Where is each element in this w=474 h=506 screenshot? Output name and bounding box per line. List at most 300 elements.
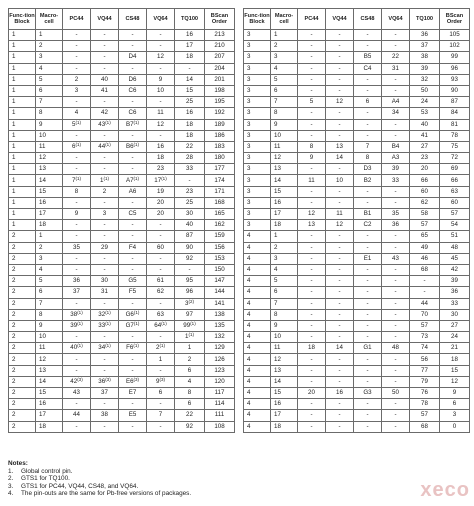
function-block-cell: 3: [244, 141, 271, 152]
table-row: [244, 85, 470, 96]
function-block-cell: 4: [244, 376, 271, 387]
function-block-cell: 3: [244, 175, 271, 186]
pin-cell: 6$^{(1)}$: [63, 141, 91, 152]
pin-cell: -: [298, 63, 326, 74]
pin-cell: 3: [63, 85, 91, 96]
macrocell-cell: 5: [271, 74, 298, 85]
pin-cell: 63: [147, 309, 175, 320]
pin-cell: -: [147, 41, 175, 52]
pin-cell: F6$^{(1)}$: [119, 343, 147, 354]
macrocell-cell: 12: [271, 153, 298, 164]
pin-cell: 75: [440, 141, 470, 152]
macrocell-cell: 17: [271, 209, 298, 220]
pin-cell: 32$^{(1)}$: [91, 309, 119, 320]
pin-cell: 99: [440, 52, 470, 63]
function-block-cell: 2: [9, 421, 36, 432]
pin-cell: -: [382, 410, 410, 421]
function-block-cell: 2: [9, 264, 36, 275]
table-row: [9, 320, 235, 331]
pin-cell: -: [326, 197, 354, 208]
macrocell-cell: 8: [271, 309, 298, 320]
pin-cell: -: [298, 410, 326, 421]
pin-cell: 9: [63, 209, 91, 220]
pin-cell: C6: [119, 85, 147, 96]
footnote-ref: (1): [133, 320, 140, 326]
function-block-cell: 1: [9, 141, 36, 152]
pin-cell: 96: [440, 63, 470, 74]
macrocell-cell: 8: [36, 108, 63, 119]
pin-cell: 72: [440, 153, 470, 164]
pin-cell: -: [354, 399, 382, 410]
pin-cell: 6: [440, 399, 470, 410]
column-header: Func-tion Block: [9, 9, 36, 30]
table-row: [244, 231, 470, 242]
function-block-cell: 3: [244, 85, 271, 96]
pin-cell: 0: [440, 421, 470, 432]
function-block-cell: 1: [9, 119, 36, 130]
function-block-cell: 4: [244, 410, 271, 421]
function-block-cell: 2: [9, 399, 36, 410]
pin-cell: -: [382, 309, 410, 320]
macrocell-cell: 17: [36, 410, 63, 421]
table-row: [244, 320, 470, 331]
pin-cell: -: [326, 108, 354, 119]
table-row: [244, 309, 470, 320]
note-1: 1. Global control pin.: [8, 467, 73, 475]
pin-cell: -: [354, 287, 382, 298]
macrocell-cell: 14: [271, 175, 298, 186]
pin-cell: 9$^{(3)}$: [147, 376, 175, 387]
pin-cell: 11: [147, 108, 175, 119]
pin-cell: -: [326, 186, 354, 197]
pin-cell: -: [326, 309, 354, 320]
pin-cell: 33: [175, 164, 205, 175]
macrocell-cell: 1: [36, 231, 63, 242]
table-row: [244, 164, 470, 175]
pin-cell: -: [382, 85, 410, 96]
pin-cell: 60: [410, 186, 440, 197]
pin-cell: 12: [326, 220, 354, 231]
function-block-cell: 4: [244, 231, 271, 242]
pin-cell: 25: [175, 97, 205, 108]
macrocell-cell: 2: [36, 41, 63, 52]
table-row: [9, 74, 235, 85]
pin-cell: -: [298, 309, 326, 320]
pin-cell: 14: [326, 343, 354, 354]
pin-cell: C4: [354, 63, 382, 74]
macrocell-cell: 12: [36, 153, 63, 164]
pin-cell: 38: [410, 52, 440, 63]
table-row: [244, 287, 470, 298]
pin-cell: D3: [354, 164, 382, 175]
macrocell-cell: 18: [271, 220, 298, 231]
function-block-cell: 1: [9, 63, 36, 74]
pin-cell: 204: [205, 63, 235, 74]
macrocell-cell: 11: [271, 343, 298, 354]
pin-cell: 68: [410, 264, 440, 275]
pin-cell: 13: [326, 141, 354, 152]
pin-cell: -: [382, 130, 410, 141]
pin-cell: 162: [205, 220, 235, 231]
macrocell-cell: 3: [36, 253, 63, 264]
pin-cell: 11: [326, 209, 354, 220]
function-block-cell: 4: [244, 242, 271, 253]
macrocell-cell: 1: [36, 30, 63, 41]
macrocell-cell: 18: [271, 421, 298, 432]
function-block-cell: 2: [9, 354, 36, 365]
pin-cell: 135: [205, 320, 235, 331]
macrocell-cell: 15: [271, 186, 298, 197]
pin-cell: -: [298, 253, 326, 264]
macrocell-cell: 3: [36, 52, 63, 63]
function-block-cell: 2: [9, 276, 36, 287]
note-4: 4. The pin-outs are the same for Pb-free versions of packages.: [8, 490, 192, 498]
pin-cell: -: [354, 231, 382, 242]
pin-cell: -: [298, 421, 326, 432]
pin-cell: 3$^{(2)}$: [175, 298, 205, 309]
column-header: PC44: [298, 9, 326, 30]
macrocell-cell: 4: [271, 264, 298, 275]
pin-cell: 3: [91, 209, 119, 220]
function-block-cell: 4: [244, 298, 271, 309]
macrocell-cell: 16: [36, 197, 63, 208]
macrocell-cell: 9: [36, 119, 63, 130]
pin-cell: 21: [440, 343, 470, 354]
pin-cell: C5: [119, 209, 147, 220]
column-header: TQ100: [175, 9, 205, 30]
footnote-ref: (1): [133, 309, 140, 315]
pin-cell: 177: [205, 164, 235, 175]
pin-cell: 43: [63, 388, 91, 399]
pin-cell: B1: [354, 209, 382, 220]
macrocell-cell: 1: [271, 231, 298, 242]
table-row: [9, 108, 235, 119]
pin-cell: -: [326, 354, 354, 365]
macrocell-cell: 11: [36, 343, 63, 354]
table-row: [244, 421, 470, 432]
column-header: CS48: [354, 9, 382, 30]
pin-cell: -: [119, 130, 147, 141]
macrocell-cell: 16: [36, 399, 63, 410]
pin-cell: 12: [440, 376, 470, 387]
function-block-cell: 4: [244, 287, 271, 298]
macrocell-cell: 17: [271, 410, 298, 421]
pin-cell: -: [119, 153, 147, 164]
note-text: GTS1 for TQ100.: [21, 475, 70, 483]
macrocell-cell: 6: [36, 287, 63, 298]
macrocell-cell: 4: [36, 264, 63, 275]
pin-cell: -: [119, 231, 147, 242]
pin-cell: A4: [382, 97, 410, 108]
column-header: VQ64: [147, 9, 175, 30]
function-block-cell: 1: [9, 97, 36, 108]
footnote-ref: (1): [105, 320, 111, 326]
pin-cell: 46: [410, 253, 440, 264]
pin-cell: -: [382, 287, 410, 298]
pin-cell: 201: [205, 74, 235, 85]
pin-cell: G3: [354, 388, 382, 399]
table-row: [9, 365, 235, 376]
pin-cell: -: [91, 365, 119, 376]
pin-cell: 69: [440, 164, 470, 175]
table-row: [244, 242, 470, 253]
pin-cell: 58: [410, 209, 440, 220]
pin-cell: -: [326, 276, 354, 287]
macrocell-cell: 2: [271, 41, 298, 52]
pin-cell: -: [298, 52, 326, 63]
pin-cell: 66: [410, 175, 440, 186]
pin-cell: 198: [205, 85, 235, 96]
table-row: [9, 399, 235, 410]
footnote-ref: (1): [77, 309, 83, 315]
watermark-logo: xeco: [420, 479, 470, 501]
pin-cell: 40: [175, 220, 205, 231]
pin-cell: -: [147, 30, 175, 41]
notes-title: Notes:: [8, 460, 28, 467]
pin-cell: F4: [119, 242, 147, 253]
table-row: [9, 231, 235, 242]
pin-cell: 77: [410, 365, 440, 376]
pin-cell: -: [298, 41, 326, 52]
pin-cell: 9: [298, 153, 326, 164]
pin-cell: 138: [205, 309, 235, 320]
pin-cell: -: [354, 421, 382, 432]
pin-cell: 126: [205, 354, 235, 365]
pin-cell: -: [382, 365, 410, 376]
function-block-cell: 1: [9, 175, 36, 186]
pin-cell: -: [382, 186, 410, 197]
pin-cell: 27: [440, 320, 470, 331]
pin-cell: 65: [410, 231, 440, 242]
note-3: 3. GTS1 for PC44, VQ44, CS48, and VQ64.: [8, 482, 139, 490]
pin-cell: 57: [410, 220, 440, 231]
pin-cell: -: [119, 63, 147, 74]
function-block-cell: 3: [244, 52, 271, 63]
table-row: [9, 52, 235, 63]
function-block-cell: 3: [244, 108, 271, 119]
pin-cell: -: [382, 41, 410, 52]
pin-cell: 5: [298, 97, 326, 108]
macrocell-cell: 15: [36, 186, 63, 197]
pin-cell: -: [91, 197, 119, 208]
pin-cell: -: [354, 320, 382, 331]
pin-cell: E7: [119, 388, 147, 399]
table-row: [244, 354, 470, 365]
pin-cell: 44: [410, 298, 440, 309]
pin-cell: -: [382, 376, 410, 387]
table-row: [9, 153, 235, 164]
column-header: VQ64: [382, 9, 410, 30]
pin-cell: -: [354, 309, 382, 320]
pin-cell: -: [63, 30, 91, 41]
pin-cell: 102: [440, 41, 470, 52]
pin-cell: 16: [147, 141, 175, 152]
pin-cell: E6$^{(3)}$: [119, 376, 147, 387]
pin-cell: 9: [147, 74, 175, 85]
macrocell-cell: 7: [271, 298, 298, 309]
macrocell-cell: 6: [36, 85, 63, 96]
pin-cell: -: [354, 264, 382, 275]
pin-cell: 70: [410, 309, 440, 320]
table-row: [244, 141, 470, 152]
pin-cell: -: [119, 97, 147, 108]
pin-cell: 168: [205, 197, 235, 208]
function-block-cell: 3: [244, 197, 271, 208]
pin-cell: 41: [410, 130, 440, 141]
table-row: [9, 119, 235, 130]
pin-cell: 43$^{(1)}$: [91, 119, 119, 130]
pin-cell: -: [175, 264, 205, 275]
pin-cell: 39: [440, 276, 470, 287]
pin-cell: -: [119, 264, 147, 275]
macrocell-cell: 9: [271, 320, 298, 331]
table-row: [244, 130, 470, 141]
footnote-ref: (3): [159, 376, 165, 382]
pin-cell: 45: [440, 253, 470, 264]
function-block-cell: 4: [244, 343, 271, 354]
table-row: [244, 175, 470, 186]
pin-cell: -: [91, 421, 119, 432]
footnote-ref: (1): [75, 175, 81, 181]
table-row: [9, 343, 235, 354]
column-header: TQ100: [410, 9, 440, 30]
function-block-cell: 3: [244, 164, 271, 175]
pin-cell: -: [326, 421, 354, 432]
pin-cell: 87: [175, 231, 205, 242]
pin-cell: -: [119, 197, 147, 208]
pin-cell: A3: [382, 153, 410, 164]
table-row: [244, 332, 470, 343]
pin-cell: 120: [205, 376, 235, 387]
pin-cell: -: [326, 410, 354, 421]
pin-cell: 192: [205, 108, 235, 119]
macrocell-cell: 13: [36, 164, 63, 175]
pin-cell: 36: [382, 220, 410, 231]
table-row: [244, 97, 470, 108]
pin-cell: 43: [382, 253, 410, 264]
table-row: [9, 30, 235, 41]
macrocell-cell: 15: [271, 388, 298, 399]
function-block-cell: 2: [9, 388, 36, 399]
pin-cell: -: [298, 376, 326, 387]
table-row: [9, 354, 235, 365]
function-block-cell: 3: [244, 153, 271, 164]
table-row: [9, 85, 235, 96]
pin-cell: 4: [175, 376, 205, 387]
pin-cell: 23: [147, 164, 175, 175]
pin-cell: 12: [326, 97, 354, 108]
macrocell-cell: 2: [271, 242, 298, 253]
column-header: CS48: [119, 9, 147, 30]
footnote-ref: (1): [105, 343, 111, 349]
macrocell-cell: 1: [271, 30, 298, 41]
pin-cell: 51: [440, 231, 470, 242]
pin-cell: -: [382, 119, 410, 130]
footnote-ref: (3): [77, 376, 83, 382]
pin-cell: -: [63, 399, 91, 410]
pin-cell: 97: [175, 309, 205, 320]
macrocell-cell: 5: [36, 276, 63, 287]
pin-cell: 41: [91, 85, 119, 96]
function-block-cell: 1: [9, 52, 36, 63]
function-block-cell: 2: [9, 298, 36, 309]
pin-cell: -: [326, 74, 354, 85]
pin-cell: -: [91, 153, 119, 164]
pin-cell: 30: [175, 209, 205, 220]
table-row: [244, 365, 470, 376]
pin-cell: -: [63, 130, 91, 141]
footnote-ref: (1): [77, 343, 83, 349]
pin-cell: 123: [205, 365, 235, 376]
pin-cell: 17$^{(1)}$: [147, 175, 175, 186]
table-row: [244, 197, 470, 208]
pin-cell: 4: [63, 108, 91, 119]
macrocell-cell: 6: [271, 287, 298, 298]
pin-cell: 183: [205, 141, 235, 152]
pin-cell: 24: [410, 97, 440, 108]
pin-cell: -: [354, 298, 382, 309]
pin-cell: 36$^{(3)}$: [91, 376, 119, 387]
pin-cell: 68: [410, 421, 440, 432]
footnote-ref: (1): [77, 320, 83, 326]
pin-cell: -: [298, 231, 326, 242]
pin-cell: -: [382, 399, 410, 410]
pin-cell: -: [326, 41, 354, 52]
pin-cell: -: [147, 63, 175, 74]
pin-cell: 76: [410, 388, 440, 399]
header-row: [244, 9, 470, 30]
pin-cell: 60: [147, 242, 175, 253]
function-block-cell: 1: [9, 130, 36, 141]
function-block-cell: 4: [244, 320, 271, 331]
function-block-cell: 3: [244, 97, 271, 108]
column-header: PC44: [63, 9, 91, 30]
pin-cell: 2: [175, 354, 205, 365]
function-block-cell: 1: [9, 220, 36, 231]
table-row: [9, 97, 235, 108]
pin-cell: 8: [175, 388, 205, 399]
pin-cell: 6: [147, 388, 175, 399]
pin-cell: -: [326, 30, 354, 41]
function-block-cell: 2: [9, 365, 36, 376]
pin-cell: -: [298, 197, 326, 208]
pin-cell: 96: [175, 287, 205, 298]
pin-cell: 92: [175, 253, 205, 264]
pin-cell: 57: [410, 320, 440, 331]
pin-cell: -: [63, 41, 91, 52]
pin-cell: -: [298, 298, 326, 309]
pin-cell: 92: [175, 421, 205, 432]
pin-cell: -: [298, 164, 326, 175]
pin-cell: 20: [298, 388, 326, 399]
footnote-ref: (1): [133, 141, 140, 147]
pin-cell: 2: [91, 186, 119, 197]
footnote-ref: (1): [103, 175, 109, 181]
pin-cell: 73: [410, 332, 440, 343]
pin-cell: -: [175, 175, 205, 186]
pin-cell: 14: [326, 153, 354, 164]
macrocell-cell: 12: [36, 354, 63, 365]
pin-cell: B2: [354, 175, 382, 186]
table-row: [244, 30, 470, 41]
pin-cell: -: [63, 197, 91, 208]
function-block-cell: 3: [244, 63, 271, 74]
pin-cell: 213: [205, 30, 235, 41]
pin-cell: 74: [410, 343, 440, 354]
pin-cell: -: [354, 74, 382, 85]
pin-cell: -: [298, 264, 326, 275]
pin-cell: B6$^{(1)}$: [119, 141, 147, 152]
